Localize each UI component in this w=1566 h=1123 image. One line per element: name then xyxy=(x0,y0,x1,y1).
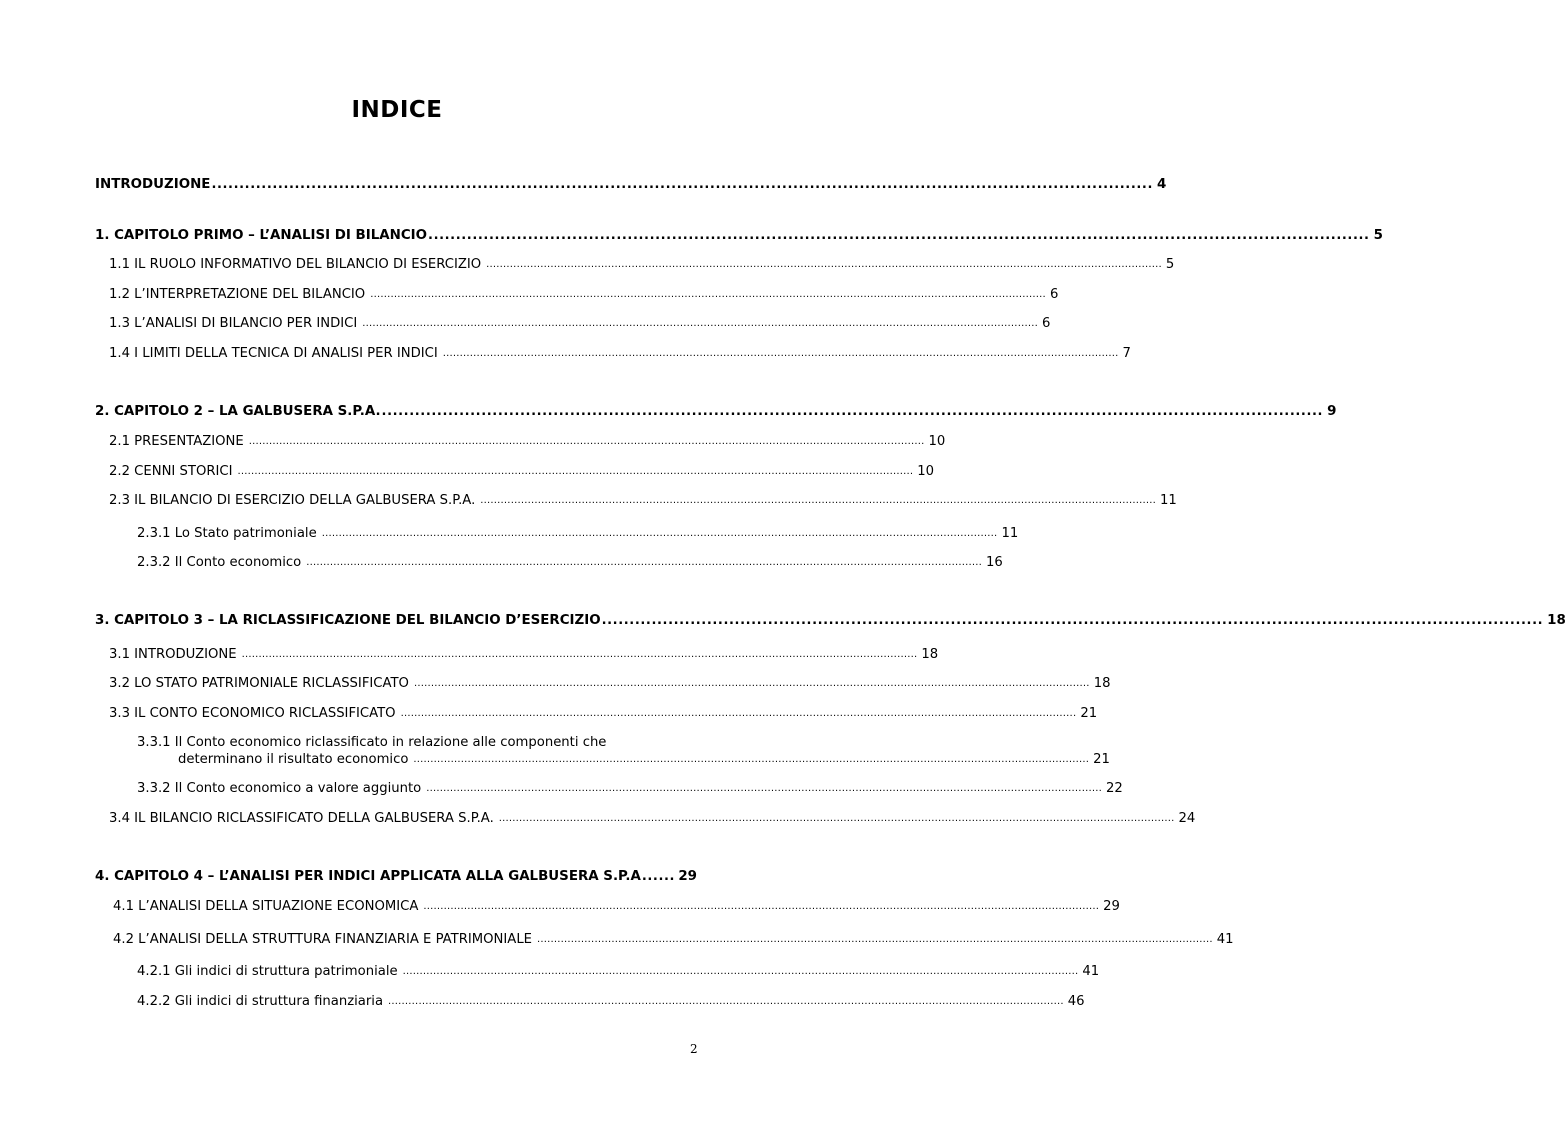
toc-entry-label: 1.4 I LIMITI DELLA TECNICA DI ANALISI PER INDICI xyxy=(109,346,438,361)
toc-entry-label: 1.1 IL RUOLO INFORMATIVO DEL BILANCIO DI ESERCIZIO xyxy=(109,257,482,272)
toc-entry-page: 41 xyxy=(1082,964,1100,979)
toc-entry-subsection-4-2-2 xyxy=(137,993,1085,1012)
toc-entry-label: 2.3 IL BILANCIO DI ESERCIZIO DELLA GALBUSERA S.P.A. xyxy=(109,493,476,508)
toc-entry-page: 10 xyxy=(917,464,935,479)
dot-leader: ........................................................................................................................................................................................................ xyxy=(248,436,925,447)
toc-entry-section-1-1 xyxy=(109,256,1175,275)
toc-entry-label: 3.3 IL CONTO ECONOMICO RICLASSIFICATO xyxy=(109,706,396,721)
toc-entry-subsection-3-3-1-line1: 3.3.1 Il Conto economico riclassificato in relazione alle componenti che xyxy=(137,735,607,750)
page-title: INDICE xyxy=(351,97,443,123)
toc-entry-page: 4 xyxy=(1156,177,1167,192)
dot-leader: ........................................................................................................................................................................................................ xyxy=(537,934,1213,945)
toc-entry-page: 5 xyxy=(1373,228,1383,243)
toc-entry-label: 4.1 L’ANALISI DELLA SITUAZIONE ECONOMICA xyxy=(113,899,419,914)
dot-leader: ........................................................................................................................................................................................................ xyxy=(400,708,1077,719)
toc-entry-page: 41 xyxy=(1216,932,1234,947)
toc-entry-label: 1.3 L’ANALISI DI BILANCIO PER INDICI xyxy=(109,316,358,331)
dot-leader: ........................................................................................................................................................................................................ xyxy=(388,996,1064,1007)
toc-entry-section-1-2 xyxy=(109,286,1059,305)
toc-entry-page: 11 xyxy=(1160,493,1177,508)
toc-entry-section-4-1 xyxy=(113,898,1120,917)
toc-entry-label: 4.2.1 Gli indici di struttura patrimoniale xyxy=(137,964,398,979)
toc-entry-page: 18 xyxy=(921,647,939,662)
dot-leader: ........................................................................................................................................................................................................ xyxy=(413,754,1090,765)
page-number: 2 xyxy=(690,1042,698,1056)
dot-leader: ........................................................................................................................................................................................................ xyxy=(306,557,982,568)
toc-entry-chapter-1 xyxy=(95,227,1383,245)
toc-entry-introduzione xyxy=(95,176,1167,194)
toc-entry-page: 7 xyxy=(1122,346,1131,361)
dot-leader: .......................................................................................................................................................................... xyxy=(601,613,1544,628)
toc-entry-page: 29 xyxy=(678,869,697,884)
toc-entry-page: 18 xyxy=(1547,613,1566,628)
dot-leader: ........................................................................................................................................................................................................ xyxy=(498,813,1175,824)
dot-leader: ........................................................................................................................................................................................................ xyxy=(321,528,998,539)
toc-entry-label: determinano il risultato economico xyxy=(178,752,409,767)
dot-leader: ........................................................................................................................................................................................................ xyxy=(442,348,1119,359)
toc-entry-label: 2.1 PRESENTAZIONE xyxy=(109,434,244,449)
toc-entry-section-3-4 xyxy=(109,810,1196,829)
toc-entry-section-3-1 xyxy=(109,646,939,665)
dot-leader: .......................................................................................................................................................................... xyxy=(428,228,1370,243)
dot-leader: ...... xyxy=(641,869,676,884)
toc-entry-page: 21 xyxy=(1080,706,1098,721)
toc-entry-section-2-3 xyxy=(109,492,1177,511)
toc-entry-label: 3.3.2 Il Conto economico a valore aggiunto xyxy=(137,781,422,796)
toc-entry-page: 16 xyxy=(986,555,1003,570)
dot-leader: ........................................................................................................................................................................................................ xyxy=(480,495,1157,506)
toc-entry-subsection-2-3-2 xyxy=(137,554,1003,573)
toc-entry-section-2-1 xyxy=(109,433,946,452)
toc-entry-page: 6 xyxy=(1049,287,1059,302)
toc-entry-label: 4.2.2 Gli indici di struttura finanziaria xyxy=(137,994,384,1009)
toc-entry-label: 1.2 L’INTERPRETAZIONE DEL BILANCIO xyxy=(109,287,366,302)
dot-leader: .......................................................................................................................................................................... xyxy=(381,404,1324,419)
toc-entry-section-1-4 xyxy=(109,345,1131,364)
toc-entry-section-2-2 xyxy=(109,463,935,482)
dot-leader: ........................................................................................................................................................................................................ xyxy=(402,966,1079,977)
toc-entry-section-4-2 xyxy=(113,931,1234,950)
toc-entry-subsection-2-3-1 xyxy=(137,525,1019,544)
toc-entry-page: 29 xyxy=(1103,899,1120,914)
toc-entry-page: 24 xyxy=(1178,811,1196,826)
dot-leader: ........................................................................................................................................................................................................ xyxy=(423,901,1100,912)
toc-entry-section-1-3 xyxy=(109,315,1051,334)
toc-entry-page: 5 xyxy=(1165,257,1175,272)
toc-entry-label: 2. CAPITOLO 2 – LA GALBUSERA S.P.A. xyxy=(95,404,381,419)
dot-leader: ........................................................................................................................................................................................................ xyxy=(237,466,914,477)
toc-entry-label: 3.4 IL BILANCIO RICLASSIFICATO DELLA GALBUSERA S.P.A. xyxy=(109,811,494,826)
dot-leader: ........................................................................................................................................................................................................ xyxy=(370,289,1046,300)
toc-entry-subsection-3-3-2 xyxy=(137,780,1123,799)
toc-entry-chapter-3 xyxy=(95,612,1566,630)
toc-entry-section-3-2 xyxy=(109,675,1111,694)
dot-leader: ........................................................................................................................................................................................................ xyxy=(426,783,1102,794)
toc-entry-label: 4.2 L’ANALISI DELLA STRUTTURA FINANZIARIA E PATRIMONIALE xyxy=(113,932,532,947)
toc-entry-section-3-3 xyxy=(109,705,1098,724)
toc-entry-page: 10 xyxy=(928,434,946,449)
toc-entry-label: 4. CAPITOLO 4 – L’ANALISI PER INDICI APPLICATA ALLA GALBUSERA S.P.A xyxy=(95,869,641,884)
toc-entry-page: 46 xyxy=(1067,994,1085,1009)
toc-entry-subsection-3-3-1 xyxy=(178,751,1110,770)
toc-entry-label: 3.1 INTRODUZIONE xyxy=(109,647,237,662)
dot-leader: ........................................................................................................................................................................................................ xyxy=(362,318,1038,329)
toc-entry-subsection-4-2-1 xyxy=(137,963,1100,982)
toc-entry-page: 9 xyxy=(1327,404,1337,419)
toc-entry-page: 21 xyxy=(1093,752,1110,767)
toc-entry-chapter-2 xyxy=(95,403,1337,421)
toc-entry-page: 18 xyxy=(1093,676,1111,691)
toc-entry-label: 2.2 CENNI STORICI xyxy=(109,464,233,479)
toc-entry-label: INTRODUZIONE xyxy=(95,177,211,192)
toc-entry-page: 22 xyxy=(1105,781,1123,796)
toc-entry-chapter-4 xyxy=(95,868,697,886)
toc-entry-label: 3.2 LO STATO PATRIMONIALE RICLASSIFICATO xyxy=(109,676,409,691)
toc-entry-page: 11 xyxy=(1001,526,1019,541)
toc-entry-label: 2.3.1 Lo Stato patrimoniale xyxy=(137,526,317,541)
dot-leader: ........................................................................................................................................................................................................ xyxy=(486,259,1162,270)
dot-leader: ........................................................................................................................................................................................................ xyxy=(241,649,918,660)
dot-leader: .......................................................................................................................................................................... xyxy=(211,177,1153,192)
toc-entry-label: 1. CAPITOLO PRIMO – L’ANALISI DI BILANCIO xyxy=(95,228,428,243)
toc-entry-page: 6 xyxy=(1041,316,1051,331)
toc-entry-label: 3. CAPITOLO 3 – LA RICLASSIFICAZIONE DEL BILANCIO D’ESERCIZIO xyxy=(95,613,601,628)
dot-leader: ........................................................................................................................................................................................................ xyxy=(413,678,1090,689)
toc-entry-label: 2.3.2 Il Conto economico xyxy=(137,555,302,570)
